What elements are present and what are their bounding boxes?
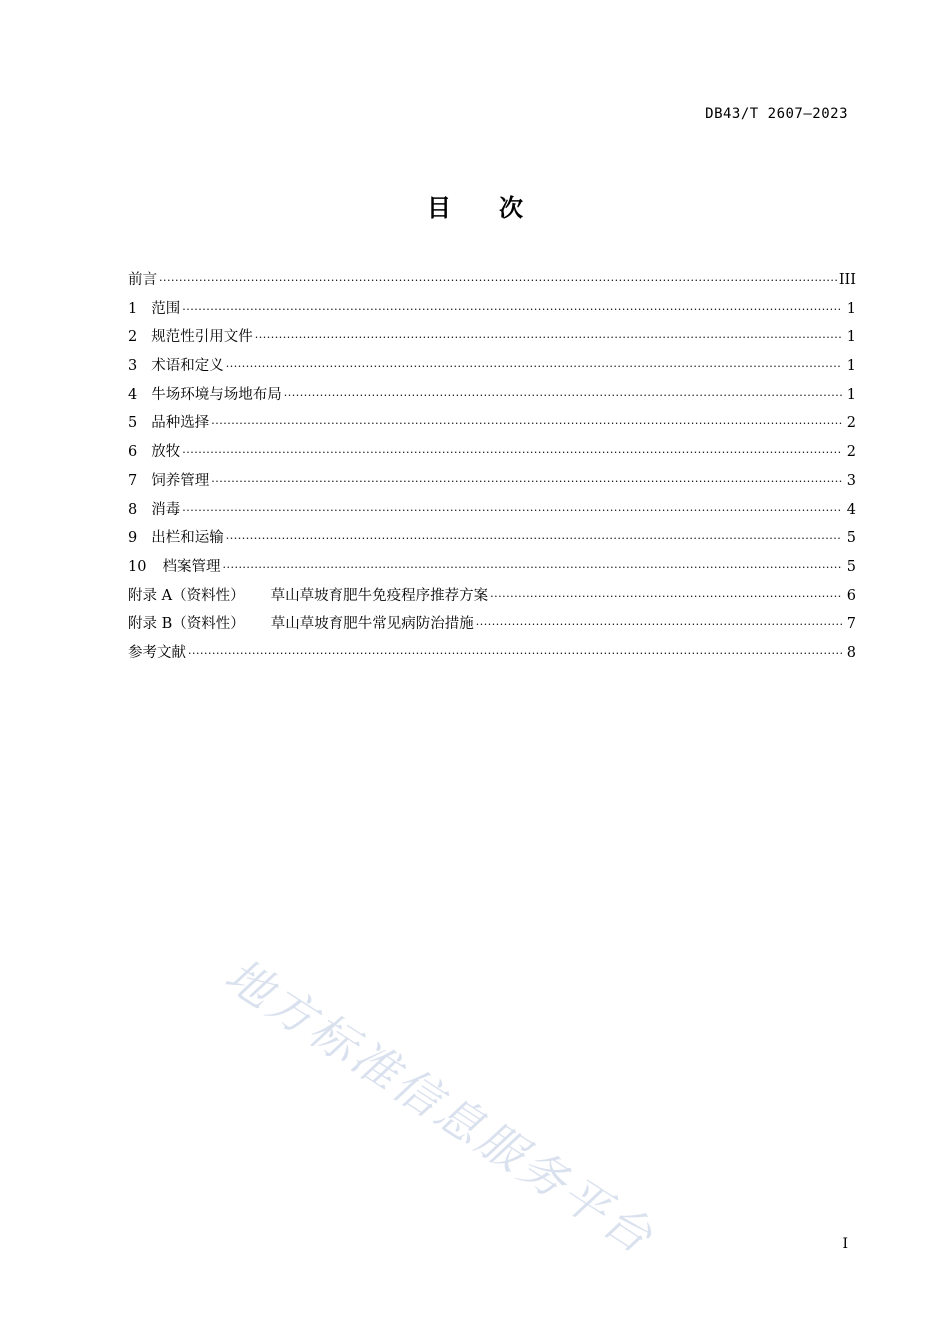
toc-label: 消毒 [151, 501, 181, 518]
toc-leader [255, 324, 842, 353]
toc-page-number: 6 [846, 587, 856, 604]
toc-entry-4[interactable] [128, 381, 856, 410]
toc-leader [159, 267, 837, 296]
toc-leader [182, 497, 842, 526]
toc-page-number: 4 [846, 501, 856, 518]
toc-section-number: 5 [128, 415, 138, 432]
toc-page-number: 1 [846, 329, 856, 346]
toc-label: 品种选择 [151, 415, 210, 432]
toc-label: 前言 [128, 272, 157, 288]
toc-section-number: 2 [128, 329, 138, 346]
toc-entry-appendix-b[interactable] [128, 610, 856, 639]
page-number: I [842, 1236, 848, 1252]
toc-label: 牛场环境与场地布局 [151, 386, 282, 403]
toc-entry-9[interactable] [128, 524, 856, 553]
toc-entry-10[interactable] [128, 553, 856, 582]
toc-label: 规范性引用文件 [151, 329, 253, 346]
toc-page-number: 8 [846, 644, 856, 661]
toc-page-number: 1 [846, 358, 856, 375]
toc-leader [182, 439, 842, 468]
toc-page-number: III [838, 272, 856, 288]
page-title-char-2: 次 [499, 194, 523, 222]
toc-entry-1[interactable] [128, 295, 856, 324]
toc-page-number: 1 [846, 386, 856, 403]
page-title [0, 188, 950, 223]
toc-leader [476, 611, 842, 640]
toc-page-number: 5 [846, 530, 856, 547]
toc-section-number: 4 [128, 386, 138, 403]
toc-entry-references[interactable] [128, 639, 856, 668]
toc-label: 术语和定义 [151, 358, 224, 375]
appendix-tag: 附录 A（资料性） [128, 587, 245, 604]
toc-page-number: 2 [846, 444, 856, 461]
appendix-tag: 附录 B（资料性） [128, 616, 245, 633]
toc-leader [211, 410, 842, 439]
toc-leader [490, 583, 842, 612]
toc-label: 参考文献 [128, 644, 186, 661]
toc-section-number: 10 [128, 558, 147, 575]
toc-leader [182, 296, 842, 325]
toc-label: 出栏和运输 [151, 530, 224, 547]
toc-section-number: 7 [128, 472, 138, 489]
toc-entry-6[interactable] [128, 438, 856, 467]
toc-entry-7[interactable] [128, 467, 856, 496]
toc-leader [211, 468, 842, 497]
toc-label: 范围 [151, 300, 181, 317]
toc-label [128, 610, 474, 639]
toc-entry-3[interactable] [128, 352, 856, 381]
toc-entry-appendix-a[interactable] [128, 582, 856, 611]
toc-page-number: 5 [846, 558, 856, 575]
toc-page-number: 1 [846, 300, 856, 317]
appendix-title: 草山草坡育肥牛免疫程序推荐方案 [270, 587, 489, 604]
toc-leader [188, 640, 842, 669]
toc-label [128, 582, 488, 611]
toc-page-number: 2 [846, 415, 856, 432]
toc-entry-2[interactable] [128, 323, 856, 352]
toc-entry-foreword[interactable] [128, 266, 856, 295]
toc-page-number: 7 [846, 616, 856, 633]
toc-label: 档案管理 [162, 558, 221, 575]
toc-label: 放牧 [151, 444, 181, 461]
toc-section-number: 8 [128, 501, 138, 518]
watermark: 地方标准信息服务平台 [215, 947, 665, 1266]
toc-label: 饲养管理 [151, 472, 210, 489]
toc-page-number: 3 [846, 472, 856, 489]
toc-leader [222, 554, 842, 583]
toc-entry-8[interactable] [128, 496, 856, 525]
toc-leader [226, 525, 842, 554]
table-of-contents [128, 266, 856, 668]
toc-entry-5[interactable] [128, 409, 856, 438]
toc-section-number: 3 [128, 358, 138, 375]
toc-leader [284, 382, 842, 411]
toc-section-number: 9 [128, 530, 138, 547]
page-title-char-1: 目 [427, 194, 451, 222]
appendix-title: 草山草坡育肥牛常见病防治措施 [270, 616, 474, 633]
toc-section-number: 6 [128, 444, 138, 461]
toc-leader [226, 353, 842, 382]
toc-section-number: 1 [128, 300, 138, 317]
standard-code: DB43/T 2607—2023 [705, 106, 848, 122]
